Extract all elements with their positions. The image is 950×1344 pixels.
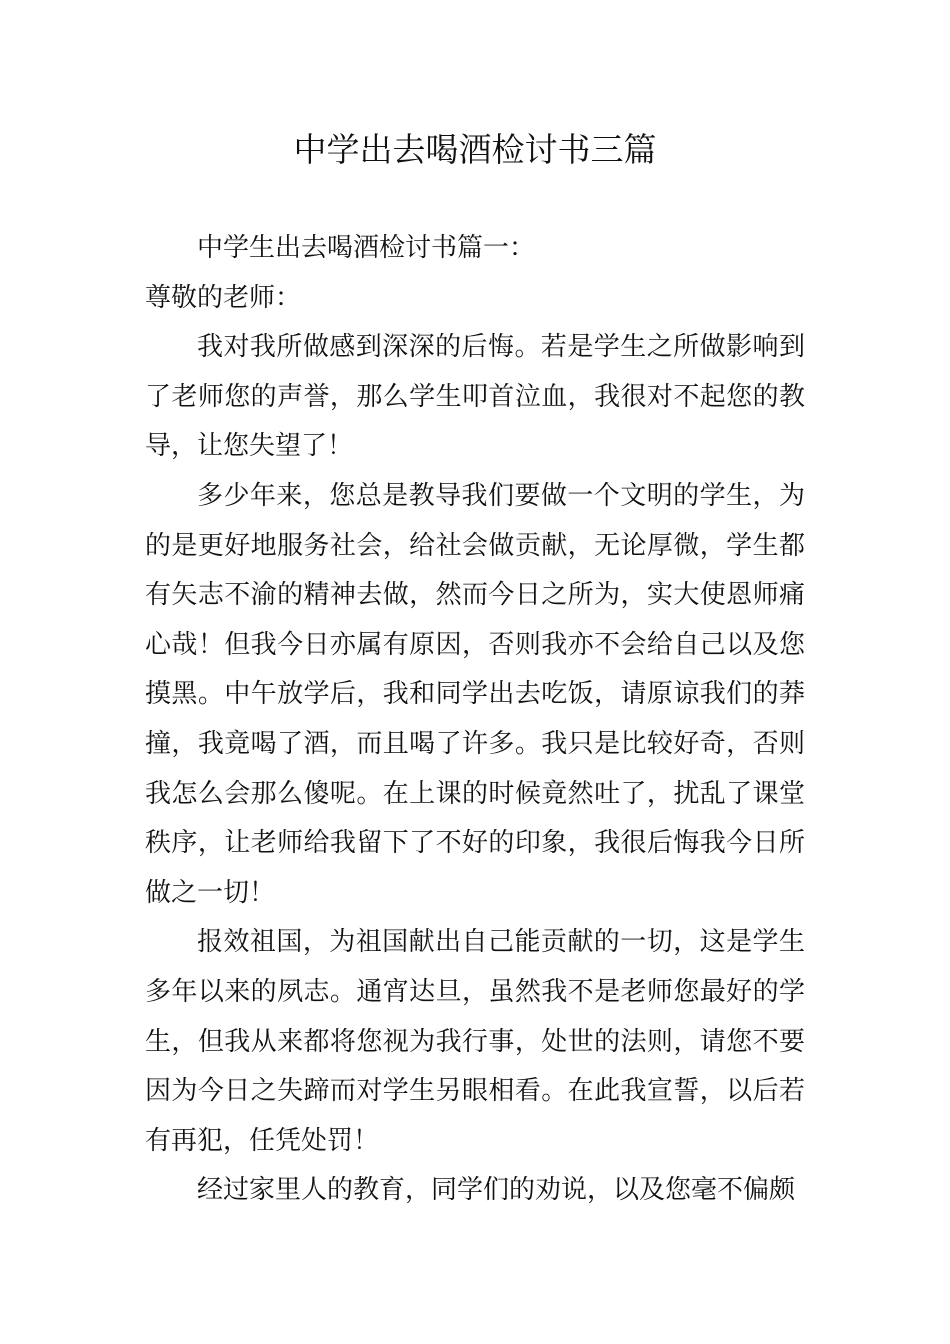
document-body	[145, 224, 805, 1216]
paragraph-3: 报效祖国，为祖国献出自己能贡献的一切，这是学生多年以来的夙志。通宵达旦，虽然我不是老师您最好的学生，但我从来都将您视为我行事，处世的法则，请您不要因为今日之失蹄而对学生另眼相看。在此我宣誓，以后若有再犯，任凭处罚！	[145, 927, 805, 1156]
document-title: 中学出去喝酒检讨书三篇	[293, 130, 657, 169]
paragraph-4: 经过家里人的教育，同学们的劝说，以及您毫不偏颇	[197, 1175, 796, 1206]
paragraph-2: 多少年来，您总是教导我们要做一个文明的学生，为的是更好地服务社会，给社会做贡献，无论厚微，学生都有矢志不渝的精神去做，然而今日之所为，实大使恩师痛心哉！但我今日亦属有原因，否则我亦不会给自己以及您摸黑。中午放学后，我和同学出去吃饭，请原谅我们的莽撞，我竟喝了酒，而且喝了许多。我只是比较好奇，否则我怎么会那么傻呢。在上课的时候竟然吐了，扰乱了课堂秩序，让老师给我留下了不好的印象，我很后悔我今日所做之一切！	[145, 480, 805, 908]
paragraph-salutation: 尊敬的老师：	[145, 282, 302, 313]
paragraph-section-heading: 中学生出去喝酒检讨书篇一：	[197, 233, 536, 263]
paragraph-1: 我对我所做感到深深的后悔。若是学生之所做影响到了老师您的声誉，那么学生叩首泣血，我很对不起您的教导，让您失望了！	[145, 332, 805, 462]
